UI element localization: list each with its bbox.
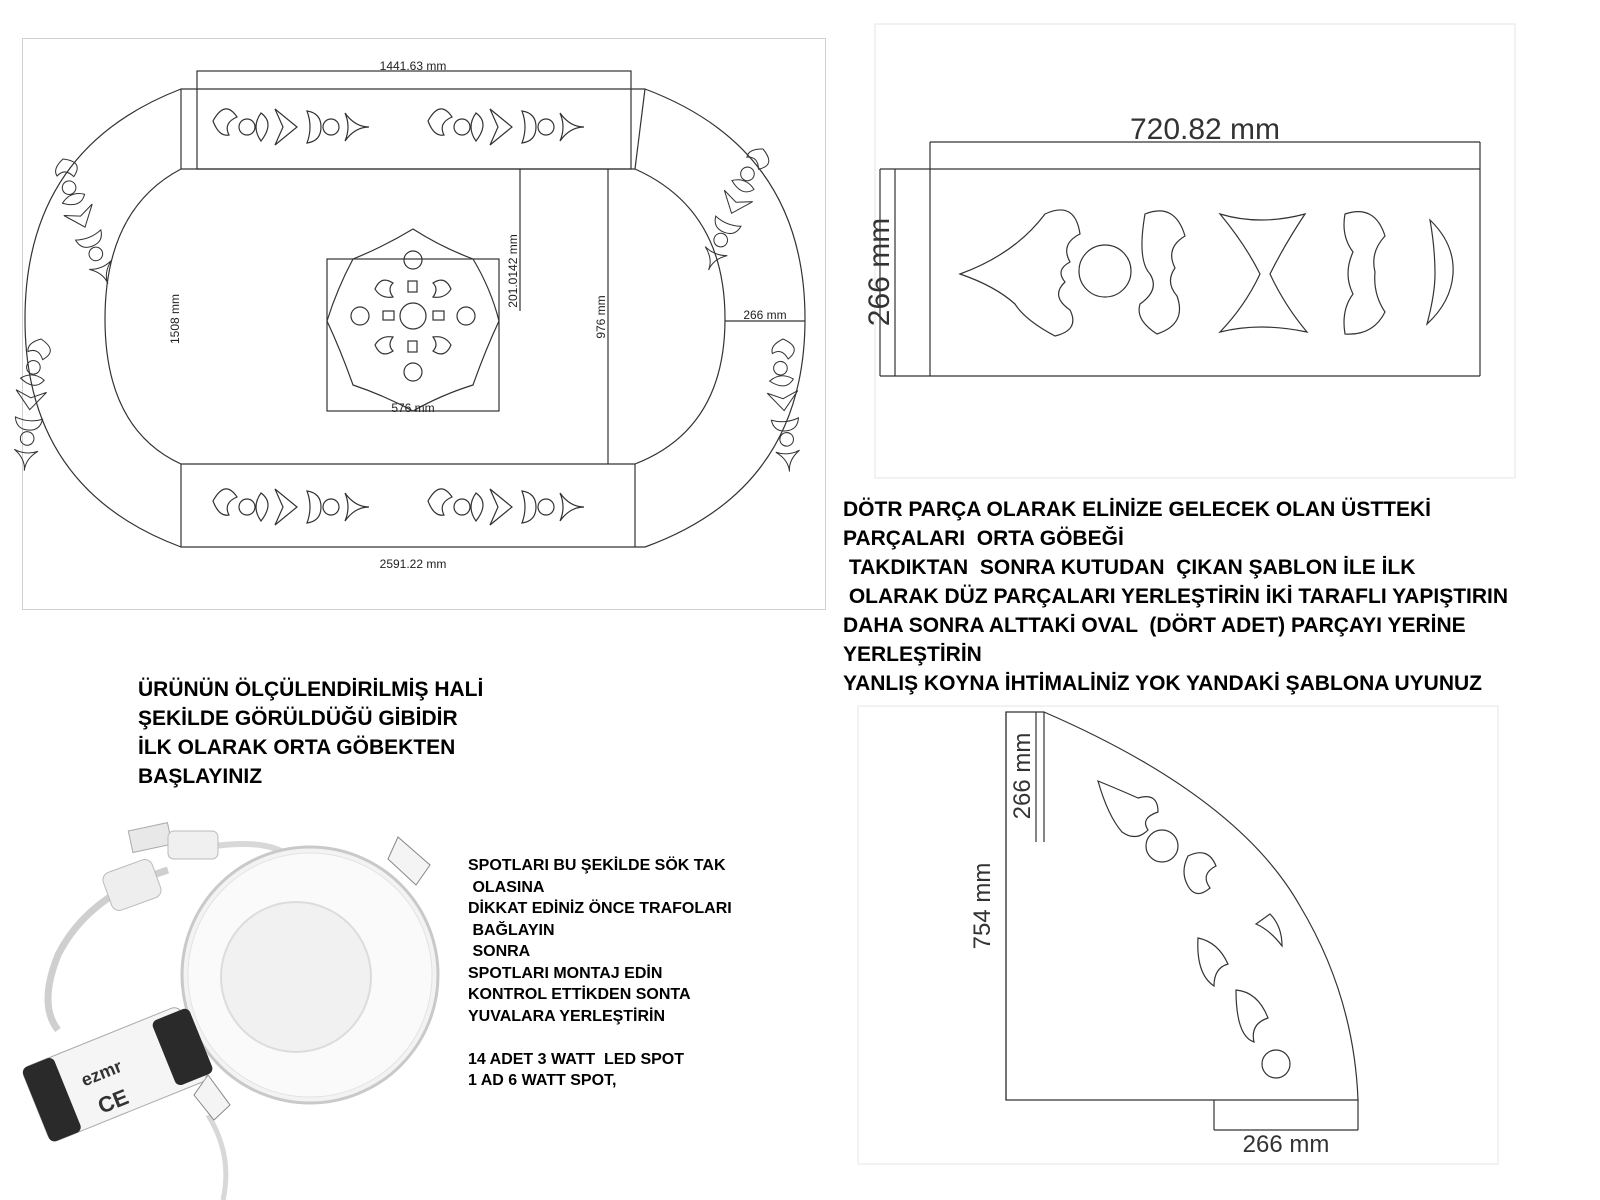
dim-oval-height: 754 mm — [969, 862, 996, 950]
size-note — [138, 675, 658, 791]
spot-line: SPOTLARI MONTAJ EDİN — [468, 964, 663, 982]
spot-line: KONTROL ETTİKDEN SONTA — [468, 986, 691, 1003]
dim-height-inner: 976 mm — [594, 295, 608, 339]
main-dimension-drawing — [22, 38, 826, 610]
spot-line: 1 AD 6 WATT SPOT, — [468, 1072, 617, 1089]
dim-width-top: 1441.63 mm — [379, 59, 447, 73]
assembly-line: DAHA SONRA ALTTAKİ OVAL (DÖRT ADET) PARÇAYI YERİNE — [843, 614, 1466, 637]
size-note-line: ÜRÜNÜN ÖLÇÜLENDİRİLMİŞ HALİ — [138, 678, 484, 701]
assembly-instructions — [843, 495, 1600, 698]
spot-line: YUVALARA YERLEŞTİRİN — [468, 1007, 666, 1025]
assembly-line: TAKDIKTAN SONRA KUTUDAN ÇIKAN ŞABLON İLE İLK — [843, 556, 1416, 579]
dim-oval-band-vertical: 266 mm — [1009, 732, 1036, 820]
size-note-line: ŞEKİLDE GÖRÜLDÜĞÜ GİBİDİR — [138, 707, 458, 730]
led-spot-illustration — [18, 815, 458, 1200]
assembly-line: YANLIŞ KOYNA İHTİMALİNİZ YOK YANDAKİ ŞABLONA UYUNUZ — [843, 672, 1482, 695]
spot-line: BAĞLAYIN — [468, 921, 555, 939]
straight-piece-svg — [863, 24, 1515, 478]
spot-line: SPOTLARI BU ŞEKİLDE SÖK TAK — [468, 857, 726, 874]
assembly-line: DÖTR PARÇA OLARAK ELİNİZE GELECEK OLAN ÜSTTEKİ — [843, 498, 1431, 521]
assembly-line: YERLEŞTİRİN — [843, 643, 982, 666]
spot-line-blank — [468, 1027, 808, 1049]
dim-height-left: 1508 mm — [168, 293, 182, 345]
dim-center-offset: 201.0142 mm — [506, 234, 520, 308]
straight-piece-drawing — [863, 24, 1515, 478]
spot-instructions — [468, 855, 808, 1092]
size-note-line: İLK OLARAK ORTA GÖBEKTEN — [138, 736, 456, 759]
dim-center-width: 576 mm — [391, 401, 435, 415]
main-drawing-svg — [23, 39, 825, 609]
led-spot-photo — [18, 815, 458, 1200]
oval-piece-drawing — [858, 706, 1498, 1164]
ce-mark: CE — [94, 1084, 133, 1119]
spot-line: OLASINA — [468, 878, 545, 896]
dim-oval-band-bottom: 266 mm — [1242, 1131, 1330, 1158]
dim-band-width: 266 mm — [743, 308, 787, 322]
oval-piece-svg — [858, 706, 1498, 1164]
dim-piece-length: 720.82 mm — [1129, 113, 1281, 146]
spot-line: 14 ADET 3 WATT LED SPOT — [468, 1050, 685, 1068]
dim-piece-height: 266 mm — [863, 217, 896, 327]
size-note-line: BAŞLAYINIZ — [138, 765, 263, 788]
driver-brand-label: ezmr — [78, 1056, 125, 1091]
spot-line: SONRA — [468, 943, 531, 960]
assembly-line: PARÇALARI ORTA GÖBEĞİ — [843, 527, 1124, 550]
assembly-line: OLARAK DÜZ PARÇALARI YERLEŞTİRİN İKİ TARAFLI YAPIŞTIRIN — [843, 585, 1509, 608]
spot-line: DİKKAT EDİNİZ ÖNCE TRAFOLARI — [468, 900, 732, 917]
dim-width-bottom: 2591.22 mm — [379, 557, 447, 571]
